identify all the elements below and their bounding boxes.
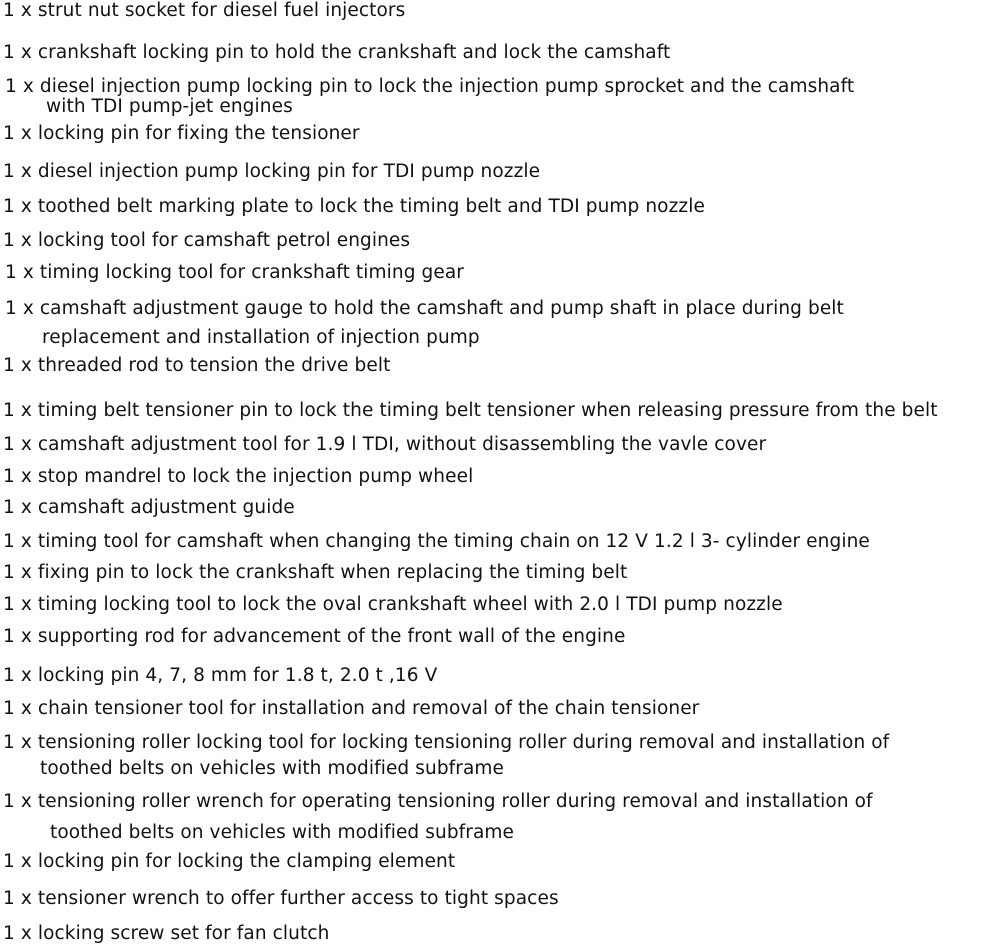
list-item-line: 1 x stop mandrel to lock the injection pump wheel bbox=[3, 466, 474, 487]
list-item-line-continuation: with TDI pump-jet engines bbox=[46, 96, 293, 117]
list-item-line: 1 x strut nut socket for diesel fuel injectors bbox=[3, 0, 406, 21]
list-item-line: 1 x locking pin for fixing the tensioner bbox=[3, 123, 360, 144]
list-item-line: 1 x locking tool for camshaft petrol engines bbox=[3, 230, 411, 251]
list-item-line: 1 x threaded rod to tension the drive belt bbox=[3, 355, 391, 376]
list-item-line: 1 x locking screw set for fan clutch bbox=[3, 923, 330, 944]
list-item-line-continuation: replacement and installation of injection pump bbox=[42, 327, 480, 348]
list-item-line: 1 x fixing pin to lock the crankshaft when replacing the timing belt bbox=[3, 562, 628, 583]
list-item-line: 1 x camshaft adjustment tool for 1.9 l TDI, without disassembling the vavle cover bbox=[3, 434, 767, 455]
list-item-line: 1 x timing locking tool to lock the oval crankshaft wheel with 2.0 l TDI pump nozzle bbox=[3, 594, 783, 615]
list-item-line: 1 x crankshaft locking pin to hold the crankshaft and lock the camshaft bbox=[3, 42, 671, 63]
list-item-line: 1 x camshaft adjustment gauge to hold the camshaft and pump shaft in place during belt bbox=[5, 298, 844, 319]
list-item-line: 1 x tensioning roller wrench for operating tensioning roller during removal and installation of bbox=[3, 791, 873, 812]
list-item-line: 1 x toothed belt marking plate to lock the timing belt and TDI pump nozzle bbox=[3, 196, 705, 217]
list-item-line: 1 x camshaft adjustment guide bbox=[3, 497, 295, 518]
list-item-line: 1 x chain tensioner tool for installation and removal of the chain tensioner bbox=[3, 698, 700, 719]
list-item-line: 1 x locking pin 4, 7, 8 mm for 1.8 t, 2.0 t ,16 V bbox=[3, 665, 438, 686]
list-item-line: 1 x timing belt tensioner pin to lock the timing belt tensioner when releasing pressure from the belt bbox=[3, 400, 938, 421]
list-item-line-continuation: toothed belts on vehicles with modified subframe bbox=[50, 822, 515, 843]
list-item-line: 1 x diesel injection pump locking pin for TDI pump nozzle bbox=[3, 161, 541, 182]
list-item-line-continuation: toothed belts on vehicles with modified subframe bbox=[40, 758, 505, 779]
list-item-line: 1 x tensioner wrench to offer further access to tight spaces bbox=[3, 888, 559, 909]
list-item-line: 1 x locking pin for locking the clamping element bbox=[3, 851, 456, 872]
list-item-line: 1 x timing locking tool for crankshaft timing gear bbox=[5, 262, 464, 283]
list-item-line: 1 x diesel injection pump locking pin to lock the injection pump sprocket and the camshaft bbox=[5, 76, 855, 97]
list-item-line: 1 x timing tool for camshaft when changing the timing chain on 12 V 1.2 l 3- cylinder engine bbox=[3, 531, 870, 552]
list-item-line: 1 x supporting rod for advancement of the front wall of the engine bbox=[3, 626, 626, 647]
list-item-line: 1 x tensioning roller locking tool for locking tensioning roller during removal and installation of bbox=[3, 732, 890, 753]
